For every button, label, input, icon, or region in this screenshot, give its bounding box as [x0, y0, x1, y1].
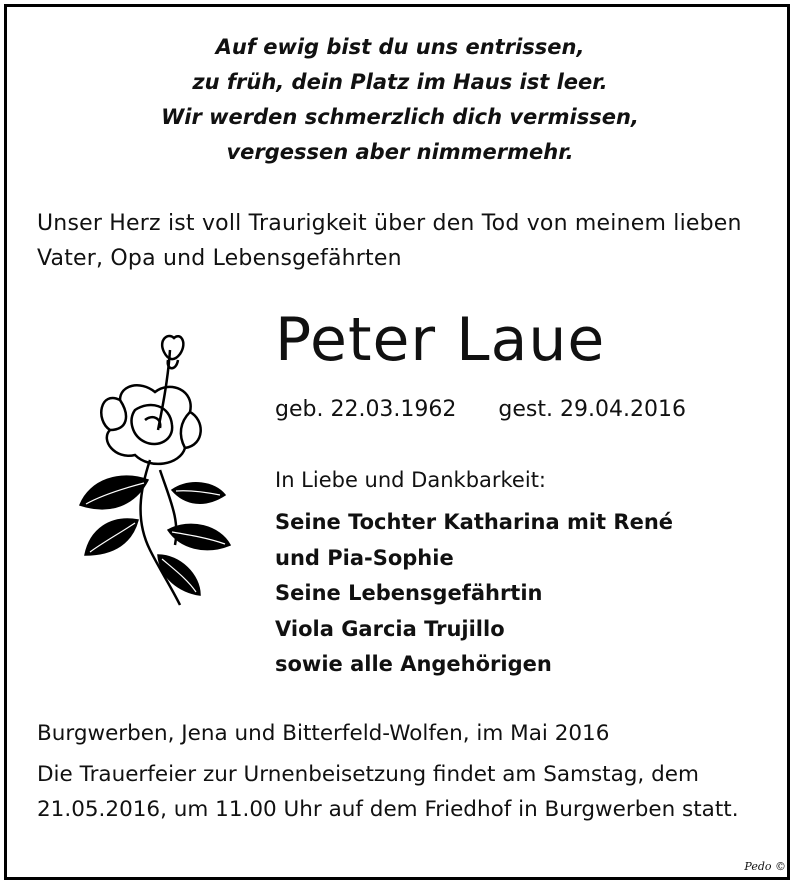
- life-dates: [275, 394, 686, 426]
- poem-line: Wir werden schmerzlich dich vermissen,: [161, 105, 639, 129]
- deceased-name: Peter Laue: [275, 305, 606, 375]
- credit-mark: Pedo ©: [744, 860, 786, 873]
- death-date: gest. 29.04.2016: [498, 397, 686, 422]
- poem-line: zu früh, dein Platz im Haus ist leer.: [192, 70, 608, 94]
- thanks-line: In Liebe und Dankbarkeit:: [275, 468, 547, 492]
- mourner-line: Seine Lebensgefährtin: [275, 581, 543, 605]
- rose-icon: [40, 330, 250, 610]
- memorial-poem: [0, 30, 800, 170]
- poem-line: vergessen aber nimmermehr.: [226, 140, 574, 164]
- intro-text: Unser Herz ist voll Traurigkeit über den Tod von meinem lieben Vater, Opa und Lebensgefährten: [37, 211, 742, 271]
- mourner-line: sowie alle Angehörigen: [275, 652, 552, 676]
- mourners-list: [275, 505, 673, 683]
- mourner-line: und Pia-Sophie: [275, 545, 454, 570]
- mourner-line: Viola Garcia Trujillo: [275, 616, 505, 641]
- birth-date: geb. 22.03.1962: [275, 397, 457, 422]
- place-date: Burgwerben, Jena und Bitterfeld-Wolfen, im Mai 2016: [37, 721, 610, 746]
- service-info: Die Trauerfeier zur Urnenbeisetzung findet am Samstag, dem 21.05.2016, um 11.00 Uhr auf dem Friedhof in Burgwerben statt.: [37, 762, 739, 822]
- poem-line: Auf ewig bist du uns entrissen,: [215, 35, 585, 59]
- mourner-line: Seine Tochter Katharina mit René: [275, 510, 674, 534]
